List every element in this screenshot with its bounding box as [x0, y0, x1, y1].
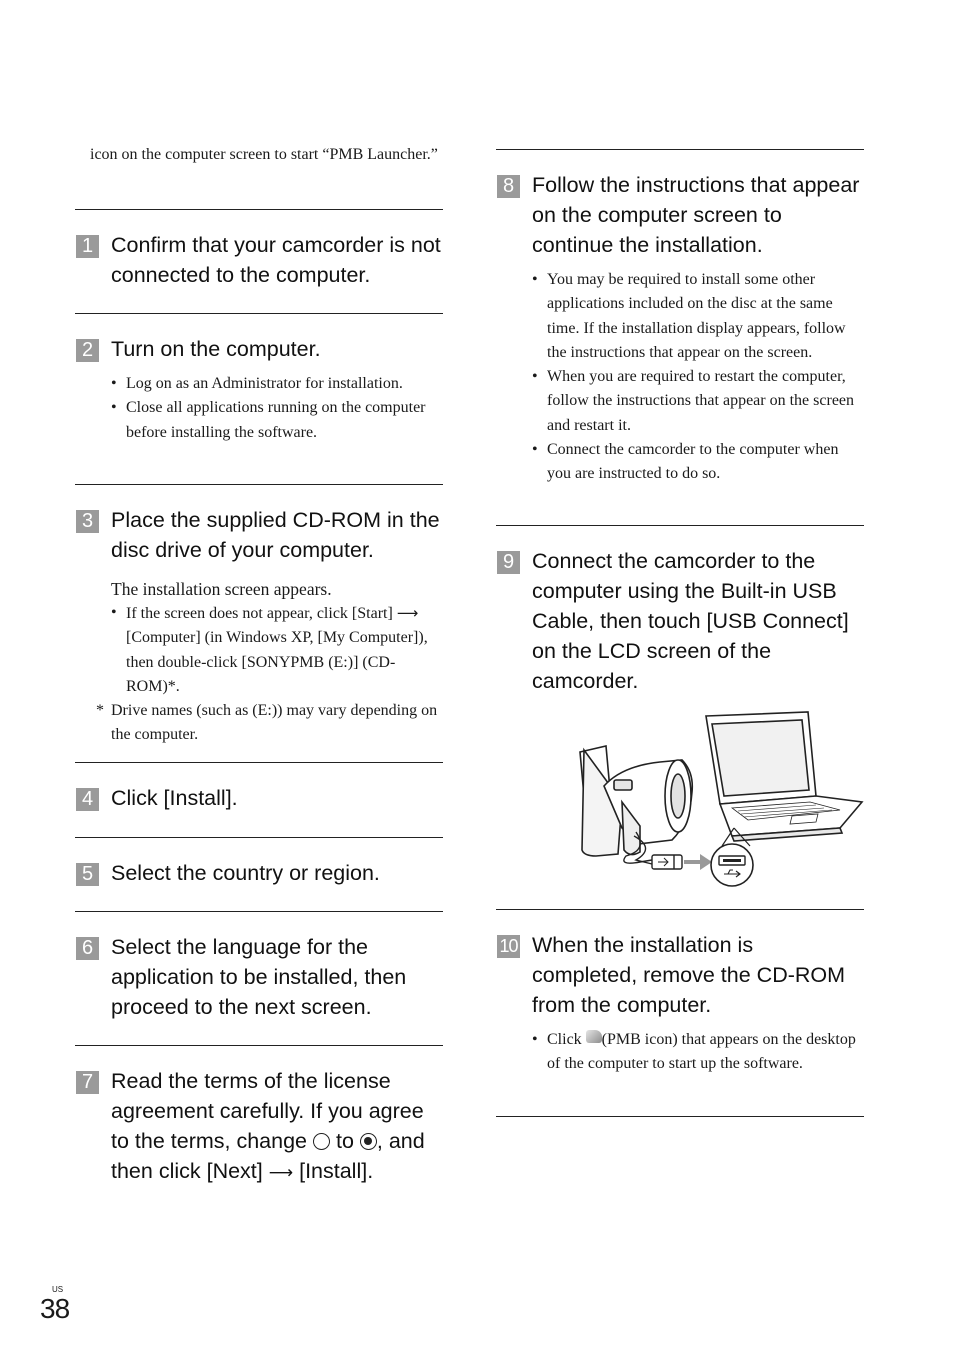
divider	[496, 149, 864, 150]
footnote	[96, 699, 443, 748]
step-8	[496, 170, 864, 487]
step-2	[75, 334, 443, 445]
step-number: 8	[497, 175, 520, 198]
step-bullets	[532, 268, 864, 487]
bullet-text: Click	[547, 1031, 582, 1048]
intro-text: icon on the computer screen to start “PMB Launcher.”	[90, 146, 438, 163]
step-number: 4	[76, 788, 99, 811]
footnote-mark: *	[96, 702, 104, 720]
step-title: Turn on the computer.	[111, 337, 321, 361]
bullet-item: • Log on as an Administrator for installation.	[111, 372, 443, 396]
step-7	[75, 1066, 443, 1188]
right-arrow-icon: ⟶	[268, 1163, 294, 1183]
right-arrow-icon: ⟶	[396, 604, 419, 622]
divider	[75, 313, 443, 314]
step-bullets	[111, 601, 443, 699]
bullet-text: (PMB icon) that appears on the desktop of the computer to start up the software.	[547, 1031, 856, 1073]
step-number: 1	[76, 235, 99, 258]
step-bullets	[532, 1028, 864, 1077]
bullet-item: • When you are required to restart the computer, follow the instructions that appear on the screen and restart it.	[532, 365, 864, 438]
divider	[75, 762, 443, 763]
step-title: Select the country or region.	[111, 861, 380, 885]
divider	[75, 1045, 443, 1046]
step-number: 9	[497, 551, 520, 574]
bullet-item: • Close all applications running on the computer before installing the software.	[111, 396, 443, 445]
step-number: 7	[76, 1071, 99, 1094]
step-6	[75, 932, 443, 1022]
step-title: Connect the camcorder to the computer using the Built-in USB Cable, then touch [USB Connect] on the LCD screen of the camcorder.	[532, 549, 849, 693]
divider	[496, 1116, 864, 1117]
step-number: 2	[76, 339, 99, 362]
divider	[75, 484, 443, 485]
step-title: Select the language for the application to be installed, then proceed to the next screen.	[111, 935, 407, 1019]
title-text: , and then click [Next]	[111, 1129, 425, 1183]
step-number: 6	[76, 937, 99, 960]
divider	[75, 209, 443, 210]
step-title: Click [Install].	[111, 786, 238, 810]
step-text: The installation screen appears.	[111, 579, 332, 599]
bullet-item: • You may be required to install some other applications included on the disc at the same time. If the installation display appears, follow the instructions that appear on the screen.	[532, 268, 864, 365]
step-bullets	[111, 372, 443, 445]
laptop-icon	[706, 712, 862, 841]
right-arrow-icon	[684, 854, 712, 870]
pmb-icon	[586, 1030, 602, 1043]
bullet-text: [Computer] (in Windows XP, [My Computer]), then double-click [SONYPMB (E:)] (CD-ROM)*.	[126, 629, 428, 695]
bullet-text: If the screen does not appear, click [Start]	[126, 605, 393, 622]
bullet-item: • Connect the camcorder to the computer when you are instructed to do so.	[532, 438, 864, 487]
step-title: When the installation is completed, remove the CD-ROM from the computer.	[532, 933, 846, 1017]
step-title: Confirm that your camcorder is not connected to the computer.	[111, 233, 441, 287]
radio-selected-icon	[360, 1133, 377, 1150]
step-title	[111, 1066, 443, 1188]
step-10	[496, 930, 864, 1077]
step-number: 3	[76, 510, 99, 533]
divider	[75, 837, 443, 838]
title-text: [Install].	[299, 1159, 374, 1183]
step-5	[75, 858, 443, 888]
divider	[496, 909, 864, 910]
step-1	[75, 230, 443, 290]
divider	[496, 525, 864, 526]
step-number: 10	[497, 935, 520, 958]
step-4	[75, 783, 443, 813]
step-title: Place the supplied CD-ROM in the disc drive of your computer.	[111, 508, 440, 562]
title-text: to	[335, 1129, 354, 1153]
step-title: Follow the instructions that appear on the computer screen to continue the installation.	[532, 173, 860, 257]
step-number: 5	[76, 863, 99, 886]
page-language: US	[52, 1285, 64, 1294]
divider	[75, 911, 443, 912]
radio-unselected-icon	[313, 1133, 330, 1150]
bullet-item	[111, 601, 443, 699]
title-text: Read the terms of the license agreement carefully. If you agree to the terms, change	[111, 1069, 424, 1153]
usb-port-icon	[711, 844, 753, 886]
footnote-text: Drive names (such as (E:)) may vary depending on the computer.	[111, 702, 438, 744]
camcorder-laptop-usb-illustration	[578, 710, 868, 892]
step-body	[96, 577, 443, 748]
page-number: 38	[40, 1293, 70, 1324]
camcorder-icon	[580, 746, 692, 856]
step-3	[75, 505, 443, 748]
bullet-item	[532, 1028, 864, 1077]
step-9	[496, 546, 864, 696]
